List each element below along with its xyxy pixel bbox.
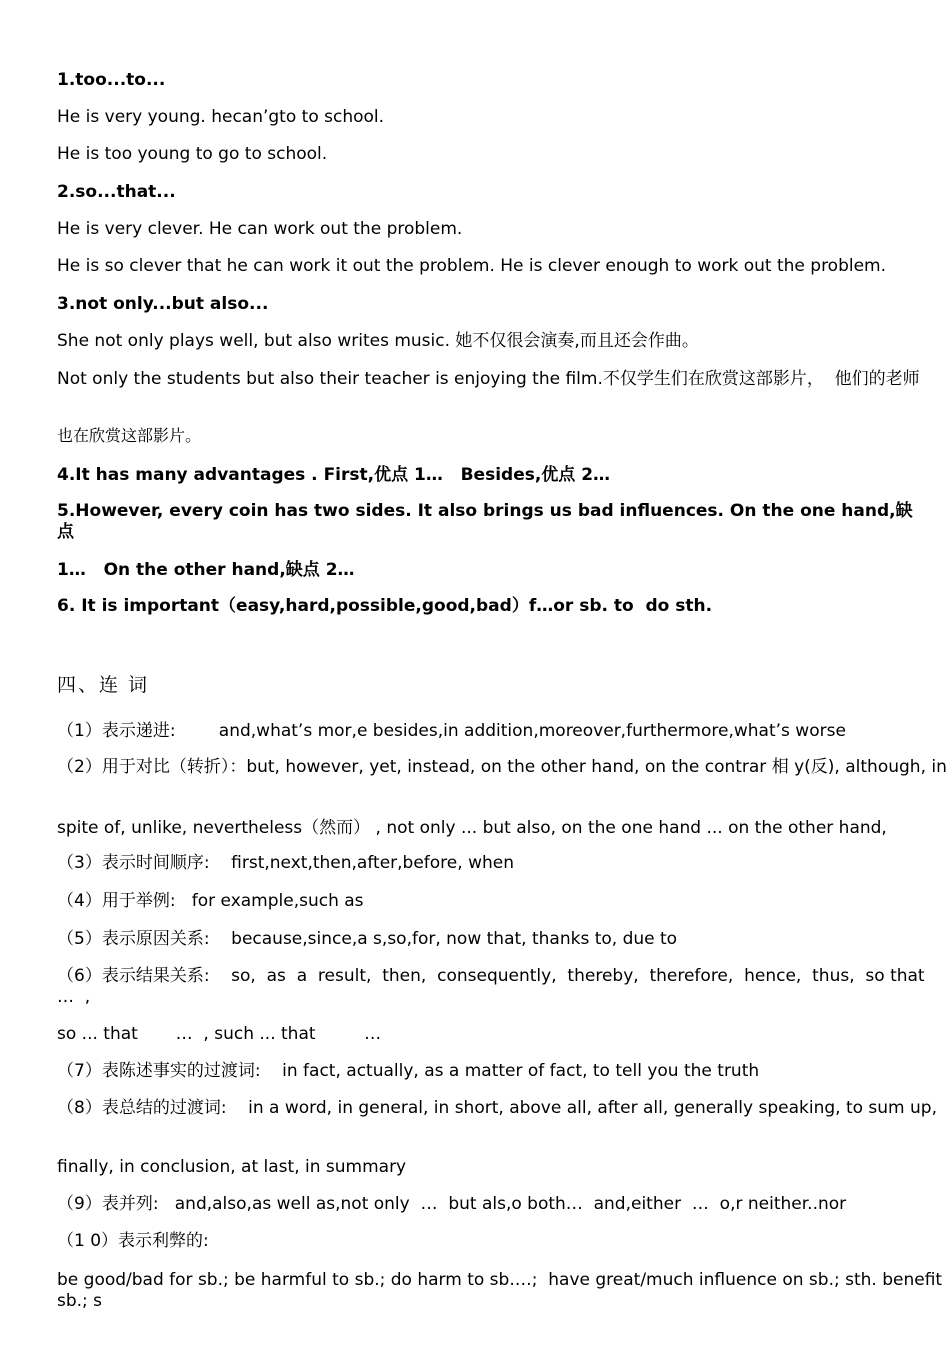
conjunction-item: （5）表示原因关系: because,since,a s,so,for, now that, thanks to, due to [57, 929, 678, 949]
example-sentence: Not only the students but also their teacher is enjoying the film.不仅学生们在欣赏这部影片， 他们的老师 [57, 369, 920, 389]
example-sentence: 也在欣赏这部影片。 [57, 426, 202, 445]
item-not-only-heading: 3.not only...but also... [57, 294, 269, 314]
conjunction-item: （4）用于举例: for example,such as [57, 891, 364, 911]
conjunction-item: （8）表总结的过渡词: in a word, in general, in short, above all, after all, generally speaking, to sum up, [57, 1098, 937, 1118]
example-sentence: She not only plays well, but also writes music. 她不仅很会演奏,而且还会作曲。 [57, 331, 699, 351]
conjunction-item: be good/bad for sb.; be harmful to sb.; do harm to sb.…; have great/much influence on sb.; sth. benefit sb.; s [57, 1270, 948, 1311]
conjunction-item-continued: so ... that … , such ... that … [57, 1024, 382, 1044]
item-too-to-heading: 1.too...to... [57, 70, 166, 90]
conjunction-item-continued: spite of, unlike, nevertheless（然而） , not only ... but also, on the one hand ... on the other hand, [57, 818, 887, 838]
conjunction-item: （9）表并列: and,also,as well as,not only … but als,o both… and,either … o,r neither..nor [57, 1194, 847, 1214]
example-sentence: He is very young. hecan’gto to school. [57, 107, 385, 127]
conjunction-item: （2）用于对比（转折）：but, however, yet, instead, on the other hand, on the contrar 相 y(反), although, in [57, 757, 947, 777]
conjunction-item: （6）表示结果关系: so, as a result, then, consequently, thereby, therefore, hence, thus, so that … , [57, 966, 936, 1007]
conjunction-item-continued: finally, in conclusion, at last, in summary [57, 1157, 407, 1177]
item-so-that-heading: 2.so...that... [57, 182, 176, 202]
conjunction-item: （1 0）表示利弊的: [57, 1231, 209, 1251]
example-sentence: He is too young to go to school. [57, 144, 328, 164]
section-heading-conjunctions: 四、连 词 [57, 674, 150, 696]
example-sentence: He is very clever. He can work out the problem. [57, 219, 463, 239]
example-sentence: He is so clever that he can work it out the problem. He is clever enough to work out the problem. [57, 256, 887, 276]
conjunction-item: （1）表示递进: and,what’s mor,e besides,in addition,moreover,furthermore,what’s worse [57, 721, 846, 741]
item-advantages: 4.It has many advantages . First,优点 1… Besides,优点 2… [57, 465, 611, 485]
conjunction-item: （3）表示时间顺序: first,next,then,after,before, when [57, 853, 514, 873]
item-other-hand: 1… On the other hand,缺点 2… [57, 560, 355, 580]
conjunction-item: （7）表陈述事实的过渡词: in fact, actually, as a matter of fact, to tell you the truth [57, 1061, 760, 1081]
item-however: 5.However, every coin has two sides. It also brings us bad influences. On the one hand,缺 点 [57, 501, 949, 542]
item-important: 6. It is important（easy,hard,possible,good,bad）f…or sb. to do sth. [57, 596, 713, 616]
